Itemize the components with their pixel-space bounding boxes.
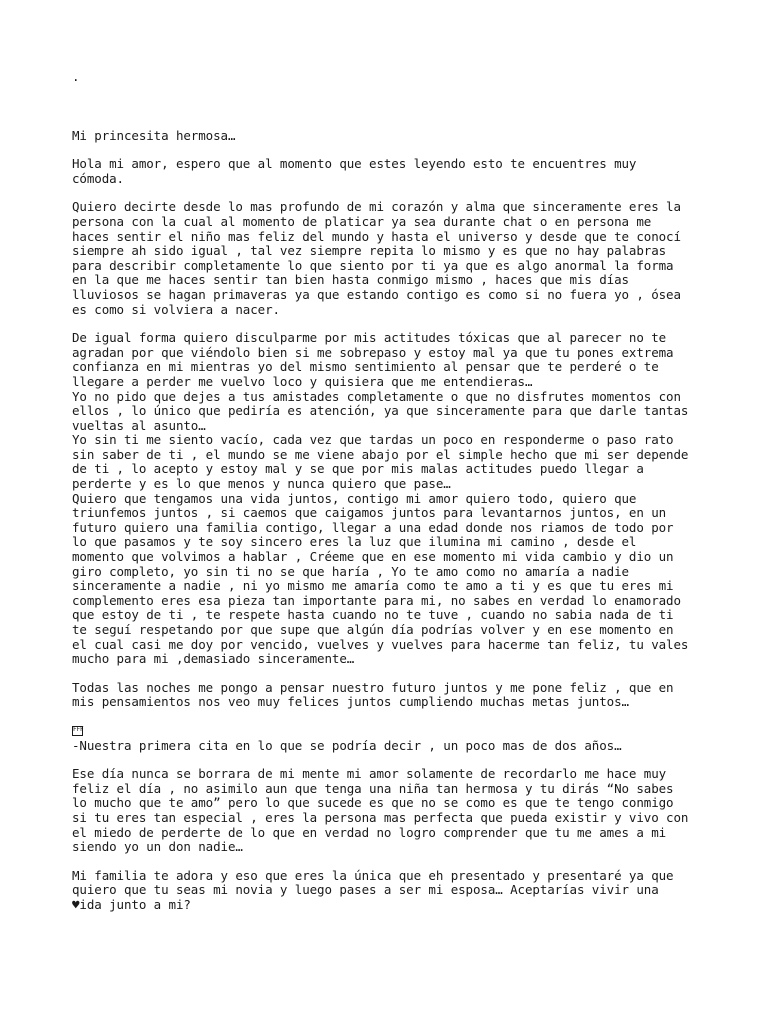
paragraph-3: De igual forma quiero disculparme por mis actitudes tóxicas que al parecer no te agradan por que viéndolo bien si me sobrepaso y estoy mal ya que tu pones extrema confianza en mi mientras yo del mismo sentimiento al pensar que te perderé o te llegare a perder me vuelvo loco y quisiera que me entendieras… Yo no pido que dejes a tus amistades completamente o que no disfrutes momentos con ellos , lo único que pediría es atención, ya que sinceramente para que darle tantas vueltas al asunto… Yo sin ti me siento vacío, cada vez que tardas un poco en responderme o paso rato sin saber de ti , el mundo se me viene abajo por el simple hecho que mi ser depende de ti , lo acepto y estoy mal y se que por mis malas actitudes puedo llegar a perderte y es lo que menos y nunca quiero que pase… Quiero que tengamos una vida juntos, contigo mi amor quiero todo, quiero que triunfemos juntos , si caemos que caigamos juntos para levantarnos juntos, en un futuro quiero una familia contigo, llegar a una edad donde nos riamos de todo por lo que pasamos y te soy sincero eres la luz que ilumina mi camino , desde el momento que volvimos a hablar , Créeme que en ese momento mi vida cambio y dio un giro completo, yo sin ti no se que haría , Yo te amo como no amaría a nadie sinceramente a nadie , ni yo mismo me amaría como te amo a ti y es que tu eres mi complemento eres esa pieza tan importante para mi, no sabes en verdad lo enamorado que estoy de ti , te respete hasta cuando no te tuve , cuando no sabia nada de ti te seguí respetando por que supe que algún día podrías volver y en ese momento en el cual casi me doy por vencido, vuelves y vuelves para hacerme tan feliz, tu vales mucho para mi ,demasiado sinceramente… [72, 330, 689, 667]
paragraph-2: Quiero decirte desde lo mas profundo de mi corazón y alma que sinceramente eres la persona con la cual al momento de platicar ya sea durante chat o en persona me haces sentir el niño mas feliz del mundo y hasta el universo y desde que te conocí siempre ah sido igual , tal vez siempre repita lo mismo y es que no hay palabras para describir completamente lo que siento por ti ya que es algo anormal la forma en la que me haces sentir tan bien hasta conmigo mismo , haces que mis días lluviosos se hagan primaveras ya que estando contigo es como si no fuera yo , ósea es como si volviera a nacer. [72, 199, 681, 317]
leading-dot: . [72, 69, 80, 84]
missing-glyph-icon: FFF [72, 726, 83, 736]
missing-glyph-line [72, 724, 712, 739]
letter-greeting: Mi princesita hermosa… [72, 127, 236, 143]
letter-page [72, 70, 712, 913]
paragraph-1: Hola mi amor, espero que al momento que estes leyendo esto te encuentres muy cómoda. [72, 156, 637, 186]
paragraph-5: -Nuestra primera cita en lo que se podría decir , un poco mas de dos años… [72, 737, 622, 753]
paragraph-7: Mi familia te adora y eso que eres la única que eh presentado y presentaré ya que quiero que tu seas mi novia y luego pases a ser mi esposa… Aceptarías vivir una ♥ida junto a mi? [72, 867, 674, 912]
paragraph-6: Ese día nunca se borrara de mi mente mi amor solamente de recordarlo me hace muy feliz el día , no asimilo aun que tenga una niña tan hermosa y tu dirás “No sabes lo mucho que te amo” pero lo que sucede es que no se como es que te tengo conmigo si tu eres tan especial , eres la persona mas perfecta que pueda existir y vivo con el miedo de perderte de lo que en verdad no logro comprender que tu me ames a mi siendo yo un don nadie… [72, 766, 689, 855]
paragraph-4: Todas las noches me pongo a pensar nuestro futuro juntos y me pone feliz , que en mis pensamientos nos veo muy felices juntos cumpliendo muchas metas juntos… [72, 679, 674, 710]
